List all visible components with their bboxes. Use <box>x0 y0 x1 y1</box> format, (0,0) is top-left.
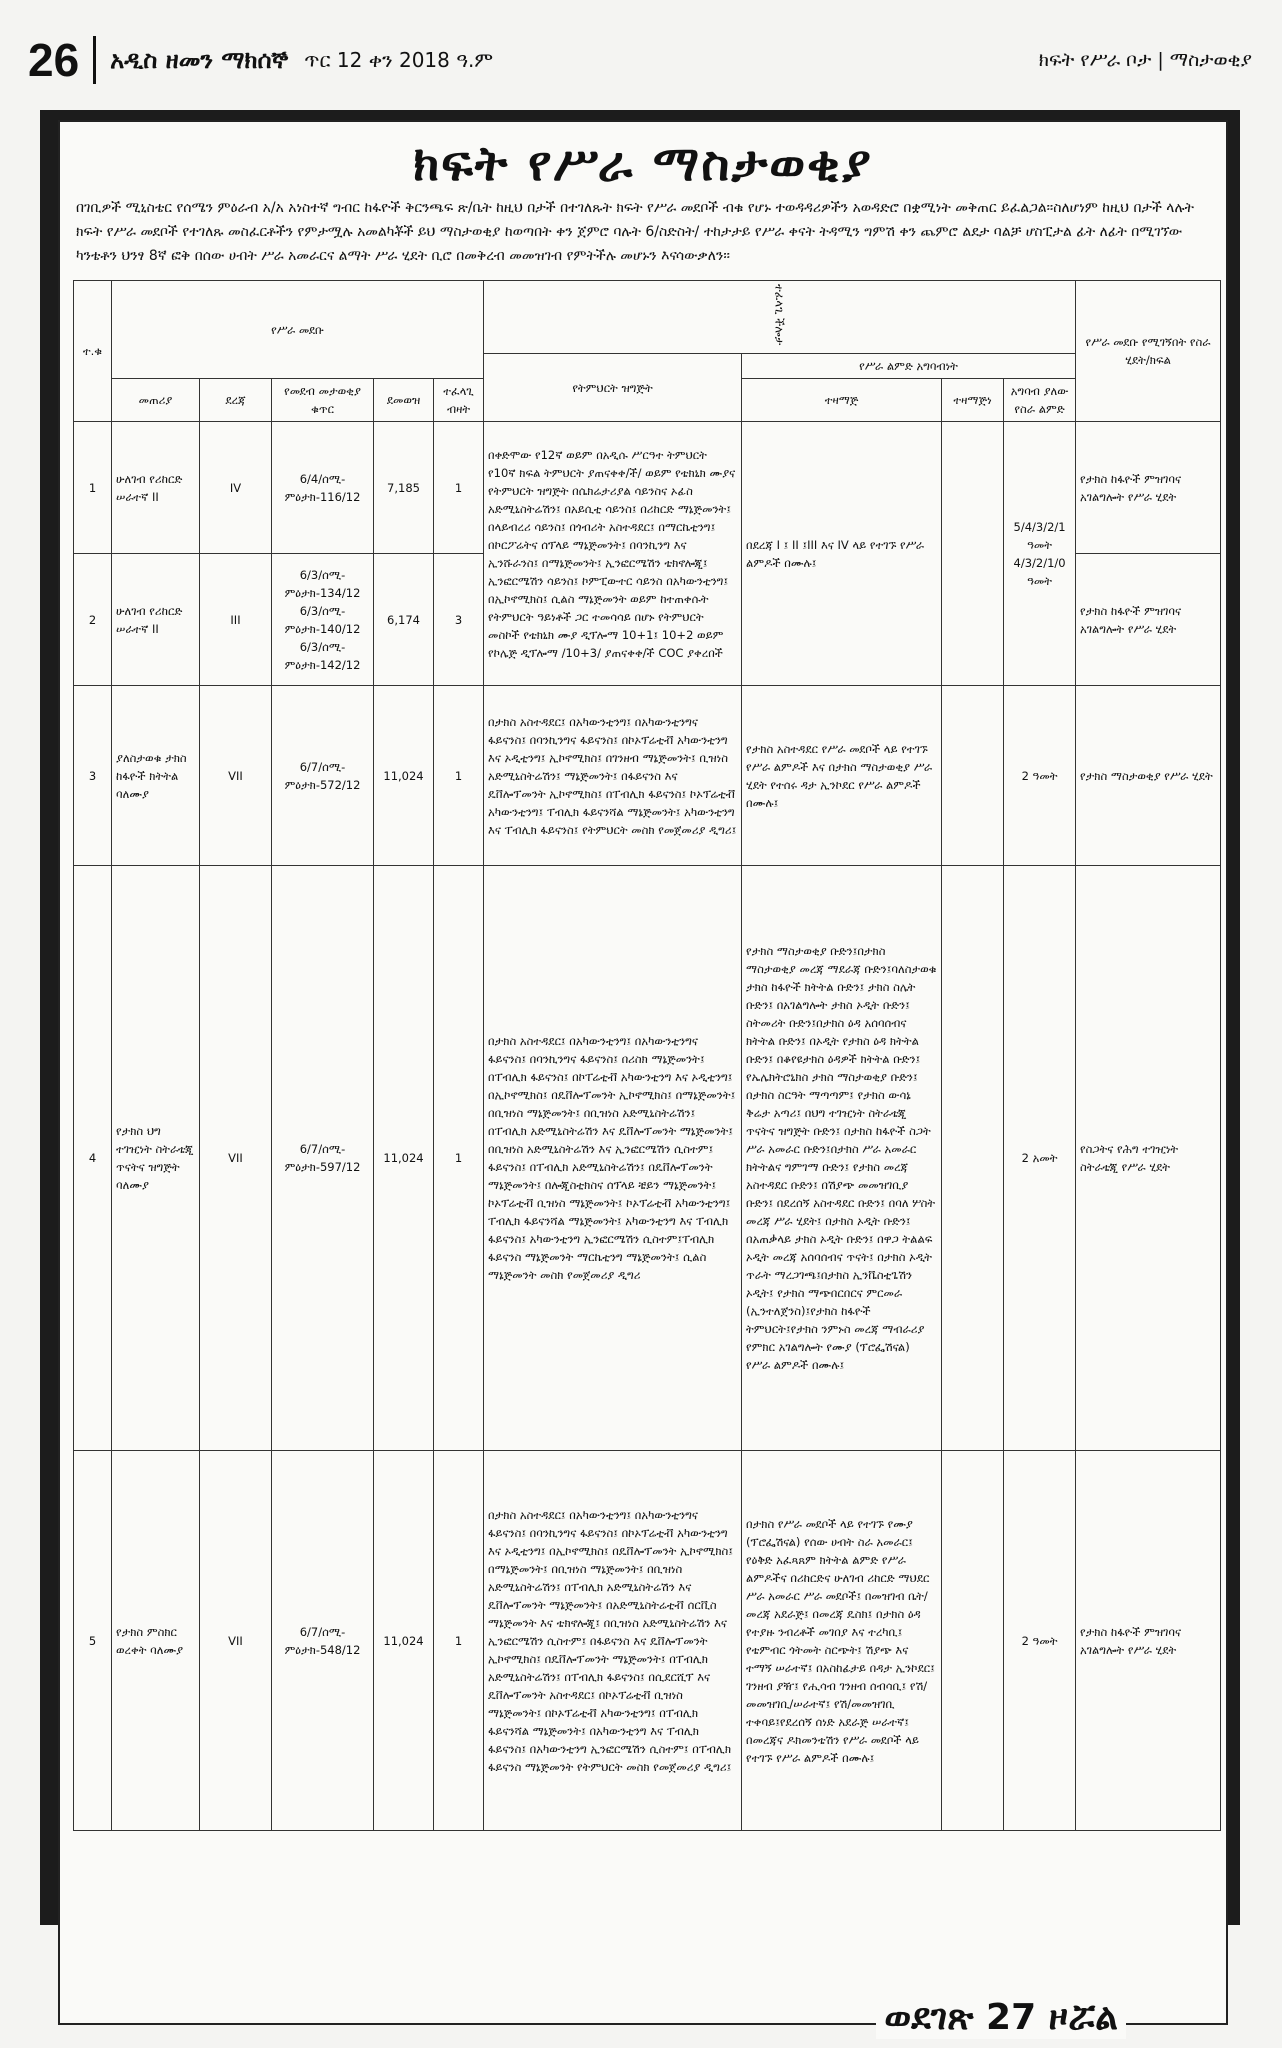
col-group-experience: የሥራ ልምድ አግባብነት <box>742 354 1076 379</box>
row-code: 6/7/ሰሚ-ምዕታክ-548/12 <box>272 1451 374 1831</box>
row-title: ሁለገብ የሪከርድ ሠራተኛ II <box>112 422 200 554</box>
row-qty: 3 <box>434 554 484 686</box>
col-grade: ደረጃ <box>200 379 272 422</box>
issue-date: ጥር 12 ቀን 2018 ዓ.ም <box>304 48 494 72</box>
table-row <box>74 686 1221 866</box>
row-no: 2 <box>74 554 112 686</box>
header-row-1 <box>74 281 1221 354</box>
row-qty: 1 <box>434 866 484 1451</box>
row-education: በታክስ አስተዳደር፤ በአካውንቲንግ፤ በአካውንቲንግና ፋይናንስ፤ በባንኪንግና ፋይናንስ፤ በሪስክ ማኔጅመንት፤ በፐብሊክ ፋይናንስ፤ በኮፐሬቲቭ አካውንቲንግ እና ኦዲቲንግ፤ በኢኮኖሚክስ፤ በዴቨሎፕመንት ኢኮኖሚክስ፤ በማኔጅመንት፤ በቢዝነስ ማኔጅመንት፤ በቢዝነስ አድሚኒስትሬሽን፤ በፐብሊክ አድሚኒስትሬሽን እና ዴቨሎፕመንት ማኔጅመንት፤ በቢዝነስ አድሚኒስትሬሽን እና ኢንፎርሜሽን ሲስተም፤ ፋይናንስ፤ በፐብሊክ አድሚኒስትሬሽን፤ በዴቨሎፕመንት ማኔጅመንት፤ በሎጂስቲክስና ሰፕላይ ቼይን ማኔጅመንት፤ ኮኦፕሬቲቭ ቢዝነስ ማኔጅመንት፤ ኮኦፕሬቲቭ አካውንቲንግ፤ ፐብሊክ ፋይናንሻል ማኔጅመንት፤ አካውንቲንግ እና ፐብሊክ ፋይናንስ፤ አካውንቲንግ ኢንፎርሜሽን ሲስተም፤ፐብሊክ ፋይናንስ ማኔጅመንት ማርኬቲንግ ማኔጅመንት፤ ሲልስ ማኔጅመንት መስክ የመጀመሪያ ዲግሪ <box>484 866 742 1451</box>
row-code: 6/3/ሰሚ-ምዕታክ-134/12 6/3/ሰሚ-ምዕታክ-140/12 6/3/ሰሚ-ምዕታክ-142/12 <box>272 554 374 686</box>
masthead-divider <box>93 36 96 84</box>
row-grade: VII <box>200 686 272 866</box>
row-salary: 11,024 <box>374 866 434 1451</box>
row-grade: III <box>200 554 272 686</box>
row-no: 3 <box>74 686 112 866</box>
ad-title: ክፍት የሥራ ማስታወቂያ <box>413 136 873 192</box>
vacancy-table <box>73 280 1221 1831</box>
row-unit: የታክስ ከፋዮች ምዝገባና አገልግሎት የሥራ ሂደት <box>1076 422 1221 554</box>
row-experience: በታክስ የሥራ መደቦች ላይ የተገኙ የሙያ (ፕሮፌሽናል) የሰው ሀብት ስራ አመራር፤ የዕቅድ አፈጻጸም ክትትል ልምድ የሥራ ልምዶችና በሪከርድና ሁለገብ ሪከርድ ማህደር ሥራ አመራር ሥራ መደቦች፤ በመዝገብ ቤት/መረጃ አደራጅ፤ በመረጃ ዴስክ፤ በታክስ ዕዳ የተያዙ ንብረቶች መገበያ እና ተረካቢ፤ የቴምብር ጎትመት ስርጭት፤ ሽያጭ እና ተማኝ ሠራተኛ፤ በአስከፊታይ በዳታ ኢንኮደር፤ ገንዘብ ያዥ፤ የሒሳብ ገንዘብ ሰብሳቢ፤ የሽ/መመዝገቢ/ሠራተኛ፤ የሽ/መመዝገቢ ተቀባይ፤የደረሰኝ ሰነድ አደራጅ ሠራተኛ፤ በመረጃና ዶክመንቴሽን የሥራ መደቦች ላይ የተገኙ የሥራ ልምዶች በሙሉ፤ <box>742 1451 942 1831</box>
row-title: የታክስ ምስክር ወረቀት ባለሙያ <box>112 1451 200 1831</box>
col-no: ተ.ቁ <box>74 281 112 422</box>
row-years: 2 ዓመት <box>1004 686 1076 866</box>
col-salary: ደመወዝ <box>374 379 434 422</box>
col-group-position: የሥራ መደቡ <box>112 281 484 379</box>
page-number: 26 <box>28 34 80 86</box>
row-unit: የታክስ ከፋዮች ምዝገባና አገልግሎት የሥራ ሂደት <box>1076 1451 1221 1831</box>
job-advertisement <box>58 120 1228 2038</box>
row-unit: የታክስ ማስታወቂያ የሥራ ሂደት <box>1076 686 1221 866</box>
row-education: በታክስ አስተዳደር፤ በአካውንቲንግ፤ በአካውንቲንግና ፋይናንስ፤ በባንኪንግና ፋይናንስ፤ በኮኦፕሬቲቭ አካውንቲንግ እና ኦዲቲንግ፤ ኢኮኖሚክስ፤ በገንዘብ ማኔጅመንት፤ ቢዝነስ አድሚኒስትሬሽን፤ ማኔጅመንት፤ በፋይናንስ እና ዴቨሎፕመንት ኢኮኖሚክስ፤ በፐብሊክ ፋይናንስ፤ ኮኦፕሬቲቭ አካውንቲንግ፤ ፐብሊክ ፋይናንሻል ማኔጅመንት፤ አካውንቲንግ እና ፐብሊክ ፋይናንስ፤ የትምህርት መስክ የመጀመሪያ ዲግሪ፤ <box>484 686 742 866</box>
row-qty: 1 <box>434 422 484 554</box>
row-grade: VII <box>200 866 272 1451</box>
row-code: 6/4/ሰሚ-ምዕታክ-116/12 <box>272 422 374 554</box>
col-group-requirements <box>484 281 1076 354</box>
row-salary: 11,024 <box>374 1451 434 1831</box>
row-years: 2 ዓመት <box>1004 1451 1076 1831</box>
col-unit: የሥራ መደቡ የሚገኝበት የስራ ሂደት/ክፍል <box>1076 281 1221 422</box>
paper-name: አዲስ ዘመን ማክሰኞ <box>110 46 289 74</box>
row-related <box>942 422 1004 686</box>
col-title: መጠሪያ <box>112 379 200 422</box>
row-title: ያለስታወቁ ታክስ ከፋዮች ክትትል ባለሙያ <box>112 686 200 866</box>
table-row <box>74 422 1221 554</box>
row-education: በቀድሞው የ12ኛ ወይም በአዲሱ ሥርዓተ ትምህርት የ10ኛ ክፍል ትምህርት ያጠናቀቀ/ች/ ወይም የቴክኒክ ሙያና የትምህርት ዝግጅት በሴክሬታሪያል ሳይንስና ኦፊስ አድሚኒስትሬሽን፤ በአይሲቲ ሳይንስ፤ በሪከርድ ማኔጅመንት፤ በላይብረሪ ሳይንስ፤ በጎብሪት አስተዳደር፤ በማርኬቲንግ፤ በኮርፖሬትና ሰፕላይ ማኔጅመንት፤ በባንኪንግ እና ኢንሹራንስ፤ በማኔጅመንት፤ ኢንፎርሜሽን ቴክኖሎጂ፤ ኢንፎርሜሽን ሳይንስ፤ ኮምፒውተር ሳይንስ በአካውንቲንግ፤ በኢኮኖሚክስ፤ ሲልስ ማኔጅመንት ወይም ከተጠቀሱት የትምህርት ዓይነቶች ጋር ተመሳሳይ በሆኑ የትምህርት መስኮች የቴክኒክ ሙያ ዲፕሎማ 10+1፤ 10+2 ወይም የኮሌጅ ዲፕሎማ /10+3/ ያጠናቀቀ/ች COC ያቀረበች <box>484 422 742 686</box>
row-years: 5/4/3/2/1 ዓመት 4/3/2/1/0 ዓመት <box>1004 422 1076 686</box>
row-related <box>942 1451 1004 1831</box>
row-code: 6/7/ሰሚ-ምዕታክ-597/12 <box>272 866 374 1451</box>
row-unit: የስጋትና የሕግ ተገዢነት ስትራቴጂ የሥራ ሂደት <box>1076 866 1221 1451</box>
row-title: የታክስ ህግ ተገዢነት ስትራቴጂ ጥናትና ዝግጅት ባለሙያ <box>112 866 200 1451</box>
row-no: 1 <box>74 422 112 554</box>
row-no: 4 <box>74 866 112 1451</box>
row-no: 5 <box>74 1451 112 1831</box>
col-qty: ተፈላጊ ብዛት <box>434 379 484 422</box>
col-years: አግባብ ያለው የስራ ልምድ <box>1004 379 1076 422</box>
row-title: ሁለገብ የሪከርድ ሠራተኛ II <box>112 554 200 686</box>
row-grade: IV <box>200 422 272 554</box>
row-related <box>942 686 1004 866</box>
masthead <box>28 30 1252 90</box>
col-experience-type: ተዛማጅ <box>742 379 942 422</box>
row-education: በታክስ አስተዳደር፤ በአካውንቲንግ፤ በአካውንቲንግና ፋይናንስ፤ በባንኪንግና ፋይናንስ፤ በኮኦፕሬቲቭ አካውንቲንግ እና ኦዲቲንግ፤ በኢኮኖሚክስ፤ በዴቨሎፕመንት ኢኮኖሚክስ፤ በማኔጅመንት፤ በቢዝነስ ማኔጅመንት፤ በቢዝነስ አድሚኒስትሬሽን፤ በፐብሊክ አድሚኒስትሬሽን እና ዴቨሎፕመንት ማኔጅመንት፤ በአድሚኒስትሬቲቭ ሰርቪስ ማኔጅመንት እና ቴክኖሎጂ፤ በቢዝነስ አድሚኒስትሬሽን እና ኢንፎርሜሽን ሲስተም፤ በፋይናንስ እና ዴቨሎፕመንት ኢኮኖሚክስ፤ በዴቨሎፕመንት ማኔጅመንት፤ በፐብሊክ አድሚኒስትሬሽን፤ በፐብሊክ ፋይናንስ፤ በሲደርሺፕ እና ዴቨሎፕመንት አስተዳደር፤ በኮኦፕሬቲቭ ቢዝነስ ማኔጅመንት፤ በኮኦፕሬቲቭ አካውንቲንግ፤ በፐብሊክ ፋይናንሻል ማኔጅመንት፤ በአካውንቲንግ እና ፐብሊክ ፋይናንስ፤ በአካውንቲንግ ኢንፎርሜሽን ሲስተም፤ በፐብሊክ ፋይናንስ ማኔጅመንት የትምህርት መስክ የመጀመሪያ ዲግሪ፤ <box>484 1451 742 1831</box>
row-qty: 1 <box>434 1451 484 1831</box>
row-qty: 1 <box>434 686 484 866</box>
row-code: 6/7/ሰሚ-ምዕታክ-572/12 <box>272 686 374 866</box>
requirements-label: ተፈላጊ ችሎታ <box>772 284 787 346</box>
table-row <box>74 866 1221 1451</box>
ad-intro: በገቢዎች ሚኒስቴር የሰሜን ምዕራብ አ/አ አነስተኛ ግብር ከፋዮች ቅርንጫፍ ጽ/ቤት ከዚህ በታች በተገለጹት ክፍት የሥራ መደቦች ብቁ የሆኑ ተወዳዳሪዎችን አወዳድሮ በቋሚነት መቅጠር ይፈልጋል፡፡ስለሆነም ከዚህ በታች ላሉት ክፍት የሥራ መደቦች የተገለጹ መስፈርቶችን የምታሟሉ አመልካቾች ይህ ማስታወቂያ ከወጣበት ቀን ጀምሮ ባሉት 6/ስድስት/ ተከታታይ የሥራ ቀናት ትዳሚን ግምሽ ቀን ጨምሮ ልደታ ባልቻ ሆስፒታል ፊት ለፊት በሚገኘው ካንቴቶን ህንፃ 8ኛ ፎቅ በሰው ሀብት ሥራ አመራርና ልማት ሥራ ሂደት ቢሮ በመቅረብ መመዝገብ የምትችሉ መሆኑን እናሳውቃለን፡፡ <box>76 200 1194 264</box>
row-experience: የታክስ አስተዳደር የሥራ መደቦች ላይ የተገኙ የሥራ ልምዶች እና በታክስ ማስታወቂያ ሥራ ሂደት የተሰሩ ዳታ ኢንኮደር የሥራ ልምዶች በሙሉ፤ <box>742 686 942 866</box>
row-grade: VII <box>200 1451 272 1831</box>
row-experience: በደረጃ I ፤ II ፤III እና IV ላይ የተገኙ የሥራ ልምዶች በሙሉ፤ <box>742 422 942 686</box>
table-row <box>74 1451 1221 1831</box>
row-unit: የታክስ ከፋዮች ምዝገባና አገልግሎት የሥራ ሂደት <box>1076 554 1221 686</box>
row-related <box>942 866 1004 1451</box>
section-name: ክፍት የሥራ ቦታ | ማስታወቂያ <box>1038 49 1252 71</box>
col-education: የትምህርት ዝግጅት <box>484 354 742 422</box>
continued-notice: ወደገጽ 27 ዞሯል <box>876 1997 1126 2039</box>
col-related: ተዛማጅነ <box>942 379 1004 422</box>
col-code: የመደብ መታወቂያ ቁጥር <box>272 379 374 422</box>
row-salary: 6,174 <box>374 554 434 686</box>
row-salary: 7,185 <box>374 422 434 554</box>
row-salary: 11,024 <box>374 686 434 866</box>
row-years: 2 አመት <box>1004 866 1076 1451</box>
row-experience: የታክስ ማስታወቂያ ቡድን፤በታክስ ማስታወቂያ መረጃ ማደራጃ ቡድን፤ባለስታወቁ ታክስ ከፋዮች ክትትል ቡድን፤ ታክስ ስሌት ቡድን፤ በአገልግሎት ታክስ ኦዲት ቡድን፤ ስትመሪት ቡድን፤በታክስ ዕዳ አሰባሰብና ክትትል ቡድን፤ በኦዲት የታክስ ዕዳ ክትትል ቡድን፤ በቆየዩታክስ ዕዳዎች ክትትል ቡድን፤ የኤሌክትሮኒክስ ታክስ ማስታወቂያ ቡድን፤ በታክስ ስርዓት ማጣጣም፤ የታክስ ውሳኔ ቅሬታ አጣሪ፤ በህግ ተገዢነት ስትራቴጂ ጥናትና ዝግጅት ቡድን፤ በታክስ ከፋዮች ስጋት ሥራ አመራር ቡድን፤በታክስ ሥራ አመራር ክትትልና ግምገማ ቡድን፤ የታክስ መረጃ አስተዳደር ቡድን፤ በሽያጭ መመዝገቢያ ቡድን፤ በደረሰኝ አስተዳደር ቡድን፤ በባለ ሦስት መረጃ ሥራ ሂደት፤ በታክስ ኦዲት ቡድን፤ በአጠቃላይ ታክስ ኦዲት ቡድን፤ በዋጋ ትልልፍ ኦዲት መረጃ አሰባሰብና ጥናት፤ በታክስ ኦዲት ጥራት ማረጋገጫ፤በታክስ ኢንቬስቲጌሽን ኦዲት፤ የታክስ ማጭበርበርና ምርመራ (ኢንተለጀንስ)፤የታክስ ከፋዮች ትምህርት፤የታክስ ንምኑስ መረጃ ማብራሪያ የምክር አገልግሎት የሙያ (ፕሮፌሽናል) የሥራ ልምዶች በሙሉ፤ <box>742 866 942 1451</box>
